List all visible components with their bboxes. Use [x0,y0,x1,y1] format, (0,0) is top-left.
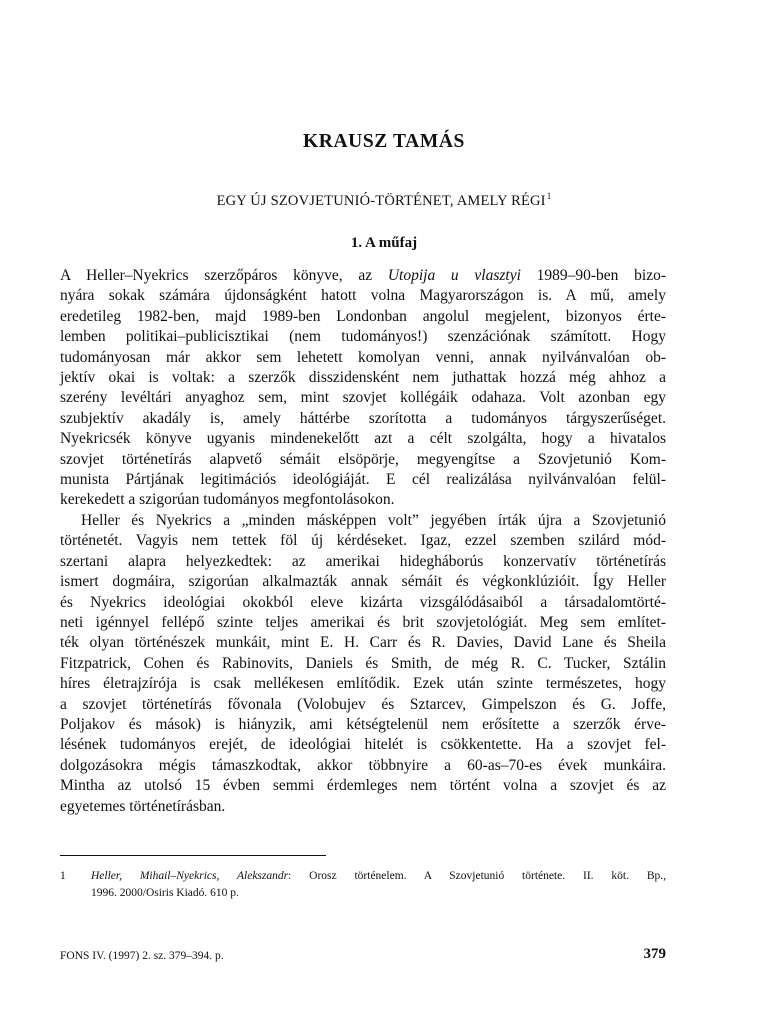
text-line: kerekedett a szigorúan tudományos megfontolásokon. [60,491,395,509]
footnote-citation: : Orosz történelem. A Szovjetunió története. II. köt. Bp., [288,870,666,882]
text-line: ték olyan történészek munkáit, mint E. H. Carr és R. Davies, David Lane és Sheila [60,634,666,652]
text-line: szerény levéltári anyaghoz sem, mint szovjet kollégáik odahaza. Volt azonban egy [60,389,666,407]
text-line: történetét. Vagyis nem tettek föl új kérdéseket. Igaz, ezzel szemben szilárd mód- [60,532,666,550]
text-line: Mintha az utolsó 15 évben semmi érdemleges nem történt volna a szovjet és az [60,777,666,795]
text-line: jektív okai is voltak: a szerzők disszidensként nem juthattak hozzá még ahhoz a [60,369,666,387]
text-line: Heller és Nyekrics a „minden másképpen volt” jegyében írták újra a Szovjetunió [81,511,666,529]
article-title [0,191,768,210]
paragraph-2 [60,511,666,817]
text-line: Poljakov és mások) is hiányzik, ami kétségtelenül nem erősítette a szerzők érve- [60,715,666,733]
footnote-line: 1996. 2000/Osiris Kiadó. 610 p. [91,887,239,899]
paragraph-1 [60,266,666,511]
text-line: és Nyekrics ideológiai okokból eleve kizárta vizsgálódásaiból a társadalomtörté- [60,593,666,611]
text-line: munista Pártjának legitimációs ideológiáját. E cél realizálása nyilvánvalóan felül- [60,471,666,489]
body-text [60,266,666,817]
text-line: nyára sokak számára újdonságként hatott volna Magyarországon is. A mű, amely [60,287,666,305]
text-line: a szovjet történetírás fővonala (Volobujev és Sztarcev, Gimpelszon és G. Joffe, [60,695,666,713]
page-number: 379 [643,946,666,962]
text-line: eredetileg 1982-ben, majd 1989-ben Londonban angolul megjelent, bizonyos érte- [60,307,666,325]
author-name: KRAUSZ TAMÁS [303,131,465,152]
footnote-number: 1 [60,870,66,882]
text-line: híres életrajzírója is csak mellékesen említődik. Ezek után szinte természetes, hogy [60,675,666,693]
text-line: ismert dogmáira, szigorúan alkalmazták annak sémáit és végkonklúzióit. Így Heller [60,573,666,591]
footnote-authors: Heller, Mihail–Nyekrics, Alekszandr [91,870,289,882]
text-line: egyetemes történetírásban. [60,797,226,815]
journal-citation: FONS IV. (1997) 2. sz. 379–394. p. [60,950,224,962]
footnote-text [91,868,666,902]
text-span: 1989–90-ben bizo- [520,267,666,284]
footnote [60,868,666,902]
book-title-italic: Utopija u vlasztyi [387,267,521,284]
section-heading: 1. A műfaj [350,235,418,251]
text-line: szertani alapra helyezkedtek: az amerikai hidegháborús konzervatív történetírás [60,552,666,570]
text-line: dolgozásokra mégis támaszkodtak, akkor többnyire a 60-as–70-es évek munkáira. [60,756,666,774]
text-line: lésének tudományos erejét, de ideológiai hitelét is csökkentette. Ha a szovjet fel- [60,736,666,754]
text-line: lemben politikai–publicisztikai (nem tudományos!) szenzációnak számított. Hogy [60,328,666,346]
text-line: szubjektív akadály is, amely háttérbe szorította a tudományos tárgyszerűséget. [60,409,666,427]
article-title-text: EGY ÚJ SZOVJETUNIÓ-TÖRTÉNET, AMELY RÉGI [216,193,546,209]
text-line: szovjet történetírás alapvető sémáit elsöpörje, megyengítse a Szovjetunió Kom- [60,450,666,468]
text-line: Nyekricsék könyve ugyanis mindenekelőtt azt a célt szolgálta, hogy a hivatalos [60,430,666,448]
text-span: A Heller–Nyekrics szerzőpáros könyve, az [60,267,388,284]
text-line: neti igénnyel fellépő szinte teljes amerikai és brit szovjetológiát. Meg sem említet- [60,613,666,631]
footnote-reference[interactable]: 1 [546,191,552,201]
text-line [60,266,666,286]
text-line: Fitzpatrick, Cohen és Rabinovits, Daniels és Smith, de még R. C. Tucker, Sztálin [60,654,666,672]
text-line: tudományosan már akkor sem lehetett komolyan venni, annak nyilvánvalóan ob- [60,348,666,366]
footnote-line [91,868,666,885]
footnote-divider [60,855,326,856]
